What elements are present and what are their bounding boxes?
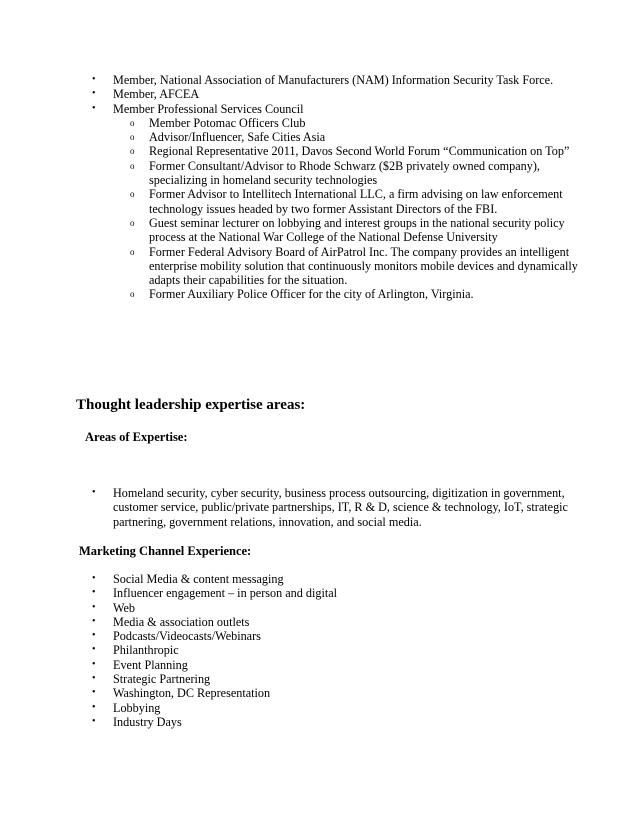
sub-list-item <box>113 187 600 216</box>
bullet-icon: • <box>92 615 96 627</box>
marketing-item-text: Washington, DC Representation <box>113 686 271 701</box>
marketing-item-text: Lobbying <box>113 700 161 715</box>
list-item <box>0 715 600 729</box>
sub-list-item <box>113 287 600 301</box>
sub-item-text: Former Federal Advisory Board of AirPatrol Inc. The company provides an intelligent enterprise mobility solution that continuously monitors mobile devices and dynamically adapts their capabilities for the situation. <box>149 244 578 288</box>
sub-item-text: Advisor/Influencer, Safe Cities Asia <box>149 130 326 145</box>
sub-list-item <box>113 245 600 288</box>
list-item <box>0 672 600 686</box>
sub-list-item <box>113 216 600 245</box>
sub-list-item <box>113 144 600 158</box>
areas-list <box>0 486 600 529</box>
bullet-icon: • <box>92 601 96 613</box>
circle-bullet-icon: o <box>130 117 135 128</box>
sub-item-text: Former Advisor to Intellitech International LLC, a firm advising on law enforcement technology issues headed by two former Assistant Directors of the FBI. <box>149 187 563 216</box>
circle-bullet-icon: o <box>130 289 135 300</box>
list-item <box>0 615 600 629</box>
marketing-item-text: Podcasts/Videocasts/Webinars <box>113 629 261 644</box>
sub-list <box>113 116 600 302</box>
bullet-icon: • <box>92 573 96 584</box>
bullet-icon: • <box>92 88 96 100</box>
bullet-icon: • <box>92 487 96 498</box>
marketing-item-text: Philanthropic <box>113 643 179 658</box>
circle-bullet-icon: o <box>130 146 135 157</box>
marketing-channel-heading: Marketing Channel Experience: <box>79 544 252 558</box>
list-item <box>0 486 600 529</box>
sub-list-item <box>113 159 600 188</box>
marketing-item-text: Strategic Partnering <box>113 672 211 687</box>
sub-item-text: Guest seminar lecturer on lobbying and interest groups in the national security policy process at the National War College of the National Defense University <box>149 215 565 245</box>
circle-bullet-icon: o <box>130 217 135 228</box>
bullet-icon: • <box>92 102 96 114</box>
list-item <box>0 572 600 586</box>
membership-text: Member Professional Services Council <box>113 101 304 116</box>
sub-item-text: Regional Representative 2011, Davos Second World Forum “Communication on Top” <box>149 144 570 159</box>
circle-bullet-icon: o <box>130 189 135 200</box>
sub-item-text: Member Potomac Officers Club <box>149 115 306 130</box>
bullet-icon: • <box>92 74 96 85</box>
list-item <box>0 87 600 101</box>
sub-item-text: Former Consultant/Advisor to Rhode Schwarz ($2B privately owned company), specializing in homeland security technologies <box>149 158 540 188</box>
thought-leadership-heading: Thought leadership expertise areas: <box>76 397 306 413</box>
bullet-icon: • <box>92 715 96 727</box>
marketing-item-text: Social Media & content messaging <box>113 572 284 586</box>
list-item <box>0 601 600 615</box>
list-item <box>0 629 600 643</box>
memberships-list <box>0 73 600 302</box>
bullet-icon: • <box>92 687 96 699</box>
bullet-icon: • <box>92 644 96 656</box>
bullet-icon: • <box>92 630 96 642</box>
sub-list-item <box>113 116 600 130</box>
list-item <box>0 73 600 87</box>
membership-text: Member, National Association of Manufacturers (NAM) Information Security Task Force. <box>113 73 554 87</box>
list-item <box>0 658 600 672</box>
marketing-item-text: Event Planning <box>113 657 188 672</box>
list-item <box>0 643 600 657</box>
area-text: Homeland security, cyber security, business process outsourcing, digitization in government, customer service, public/private partnerships, IT, R & D, science & technology, IoT, strategic partnering, government relations, innovation, and social media. <box>113 486 568 529</box>
list-item <box>0 686 600 700</box>
list-item <box>0 701 600 715</box>
sub-item-text: Former Auxiliary Police Officer for the city of Arlington, Virginia. <box>149 287 474 302</box>
marketing-item-text: Media & association outlets <box>113 614 250 629</box>
circle-bullet-icon: o <box>130 246 135 257</box>
sub-list-item <box>113 130 600 144</box>
bullet-icon: • <box>92 701 96 713</box>
circle-bullet-icon: o <box>130 160 135 171</box>
list-item <box>0 102 600 302</box>
areas-of-expertise-heading: Areas of Expertise: <box>85 430 188 444</box>
circle-bullet-icon: o <box>130 132 135 143</box>
marketing-list <box>0 572 600 729</box>
bullet-icon: • <box>92 658 96 670</box>
membership-text: Member, AFCEA <box>113 87 200 102</box>
bullet-icon: • <box>92 587 96 599</box>
marketing-item-text: Influencer engagement – in person and digital <box>113 586 338 601</box>
marketing-item-text: Industry Days <box>113 714 182 729</box>
list-item <box>0 586 600 600</box>
bullet-icon: • <box>92 673 96 685</box>
marketing-item-text: Web <box>113 600 136 615</box>
